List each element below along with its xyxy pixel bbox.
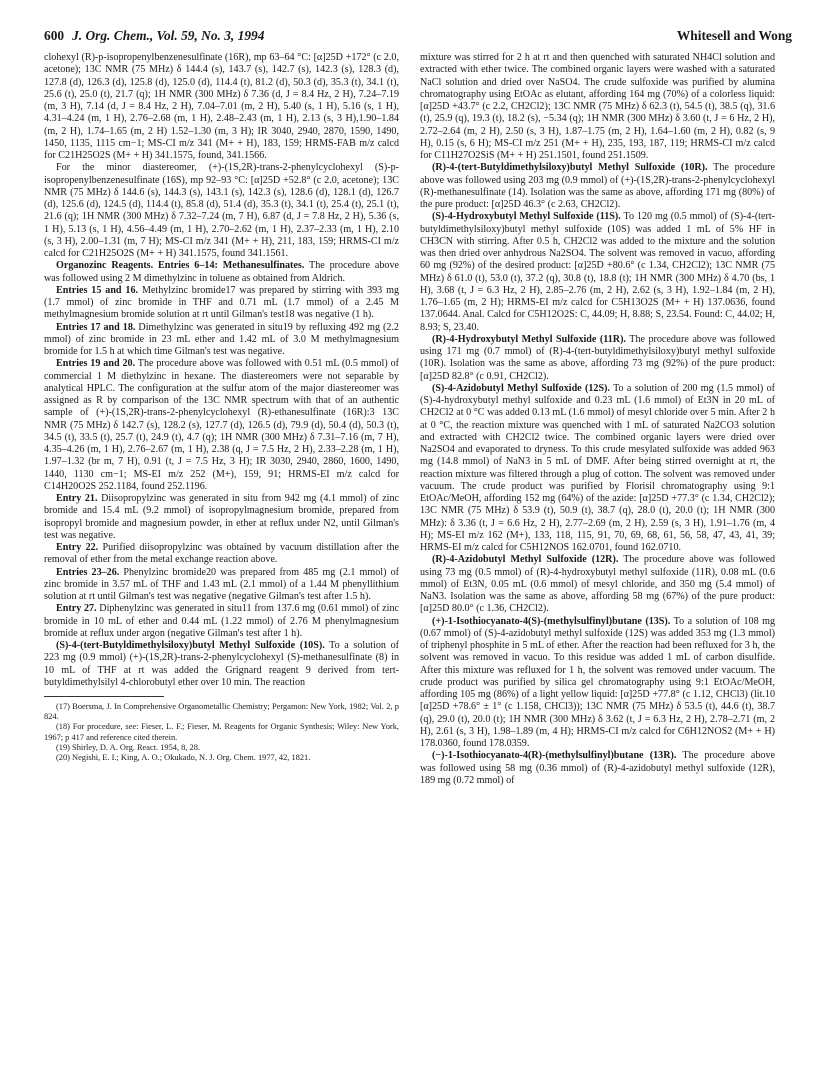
journal-citation: J. Org. Chem., Vol. 59, No. 3, 1994 <box>72 28 265 43</box>
paragraph-heading: (S)-4-Hydroxybutyl Methyl Sulfoxide (11S). <box>432 211 621 223</box>
paragraph <box>44 162 399 260</box>
paragraph <box>420 334 775 383</box>
footnote: (17) Boersma, J. In Comprehensive Organometallic Chemistry; Pergamon: New York, 1982; Vol. 2, p 824. <box>44 702 399 722</box>
paragraph <box>44 567 399 604</box>
paragraph-text: Diisopropylzinc was generated in situ from 942 mg (4.1 mmol) of zinc bromide and 15.4 mL (9.2 mmol) of isopropylmagnesium bromide, prepared from isopropyl bromide and magnesium powder, in ether at reflux under N2, until Gilman's test was negative. <box>44 493 400 541</box>
paragraph <box>44 603 399 640</box>
paragraph-heading: Entries 17 and 18. <box>56 321 136 333</box>
paragraph-text: The procedure above was followed using 2 M dimethylzinc in toluene as obtained from Aldrich. <box>44 260 399 284</box>
footnote: (20) Negishi, E. I.; King, A. O.; Okukado, N. J. Org. Chem. 1977, 42, 1821. <box>56 753 311 763</box>
paragraph-text: The procedure above was followed using 203 mg (0.9 mmol) of (+)-(1S,2R)-trans-2-phenylcyclohexyl (R)-methanesulfinate (14). Isolation was the same as above, affording 171 mg (80%) of the pure product: [α]25D 46.3° (c 2.63, CH2Cl2). <box>420 162 775 210</box>
paragraph-text: The procedure above was followed using 73 mg (0.5 mmol) of (R)-4-hydroxybutyl methyl sulfoxide (11R), 0.08 mL (0.6 mmol) of Et3N, 0.05 mL (0.6 mmol) of mesyl chloride, and 350 mg (5.4 mmol) of NaN3. Isolation was the same as above, affording 58 mg (67%) of the pure product: [α]25D 80.0° (c 1.36, CH2Cl2). <box>420 554 776 615</box>
paragraph-heading: (R)-4-Hydroxybutyl Methyl Sulfoxide (11R). <box>432 333 626 345</box>
left-column <box>44 52 399 763</box>
paragraph <box>44 542 399 567</box>
paragraph-heading: Entry 27. <box>56 603 97 615</box>
paragraph-text: The procedure above was followed with 0.51 mL (0.5 mmol) of commercial 1 M diethylzinc in hexane. The diastereomers were not separable by analytical HPLC. The configuration at the sulfur atom of the major diastereomer was assigned as R by comparison of the 13C NMR spectrum with that of an authentic sample of (+)-(1S,2R)-trans-2-phenylcyclohexyl (R)-ethanesulfinate (16R):3 13C NMR (75 MHz) δ 142.7 (s), 128.2 (s), 127.7 (d), 126.5 (d), 79.9 (d), 50.4 (d), 50.3 (t), 34.5 (t), 33.5 (t), 25.7 (t), 24.9 (t), 4.7 (q); 1H NMR (300 MHz) δ 7.31–7.16 (m, 7 H), 4.35–4.26 (m, 1 H), 2.76–2.67 (m, 1 H), 2.38 (q, J = 7.5 Hz, 2 H), 2.33–2.28 (m, 1 H), 1.97–1.32 (br m, 7 H), 0.91 (t, J = 7.5 Hz, 3 H); IR 3030, 2940, 2860, 1600, 1490, 1440, 1130 cm−1; MS-EI m/z 252 (M+), 159, 91; HRMS-EI m/z calcd for C14H20O2S 252.1184, found 252.1196. <box>44 358 399 492</box>
paragraph-text: To a solution of 223 mg (0.9 mmol) (+)-(1S,2R)-trans-2-phenylcyclohexyl (S)-methanesulfinate (8) in 10 mL of THF at rt was added the Grignard reagent 9 derived from tert-butyldimethylsilyl 4-chlorobutyl ether over 10 min. The reaction <box>44 640 399 688</box>
paragraph-heading: Entries 23–26. <box>56 566 120 578</box>
paragraph-text: For the minor diastereomer, (+)-(1S,2R)-trans-2-phenylcyclohexyl (S)-p-isopropenylbenzenesulfinate (16S), mp 92–93 °C: [α]25D +52.8° (c 2.0, acetone); 13C NMR (75 MHz) δ 144.6 (s), 144.3 (s), 143.1 (s), 142.3 (s), 128.6 (d), 128.1 (d), 126.7 (d), 125.6 (d), 124.5 (d), 114.4 (t), 85.8 (d), 51.4 (d), 35.3 (t), 34.1 (t), 25.4 (t), 25.1 (t), 21.6 (q); 1H NMR (300 MHz) δ 7.32–7.24 (m, 7 H), 6.87 (d, J = 7.8 Hz, 2 H), 5.36 (s, 1 H), 5.13 (s, 1 H), 4.56–4.49 (m, 1 H), 2.70–2.62 (m, 1 H), 2.37–2.33 (m, 1 H), 2.10 (s, 3 H), 2.00–1.31 (m, 7 H); MS-CI m/z 341 (M+ + H), 211, 183, 159; HRMS-CI m/z calcd for C21H25O2S (M+ + H) 341.1575, found 341.1561. <box>44 162 399 259</box>
paragraph <box>420 750 775 787</box>
paragraph <box>420 162 775 211</box>
paragraph-text: Methylzinc bromide17 was prepared by stirring with 393 mg (1.7 mmol) of zinc bromide in THF and 0.71 mL (1.7 mmol) of a 2.45 M methylmagnesium bromide solution at rt until Gilman's test18 was negative (1 h). <box>44 284 399 321</box>
paragraph-text: clohexyl (R)-p-isopropenylbenzenesulfinate (16R), mp 63–64 °C: [α]25D +172° (c 2.0, acetone); 13C NMR (75 MHz) δ 144.4 (s), 143.7 (s), 142.7 (s), 142.3 (s), 128.3 (d), 127.8 (d), 126.3 (d), 125.8 (d), 125.0 (d), 114.4 (t), 81.2 (d), 50.3 (d), 35.3 (t), 34.1 (t), 25.6 (t), 25.0 (t), 21.7 (q); 1H NMR (300 MHz) δ 7.36 (d, J = 8.4 Hz, 2 H), 7.24–7.19 (m, 3 H), 7.14 (d, J = 8.4 Hz, 2 H), 7.04–7.01 (m, 2 H), 5.40 (s, 1 H), 5.16 (s, 1 H), 4.31–4.24 (m, 1 H), 2.76–2.68 (m, 1 H), 2.48–2.43 (m, 1 H), 2.13 (s, 3 H),1.90–1.84 (m, 2 H), 1.74–1.65 (m, 2 H) 1.52–1.30 (m, 3 H); IR 3040, 2940, 2870, 1590, 1490, 1450, 1135, 1115 cm−1; MS-CI m/z 341 (M+ + H), 183, 159; HRMS-FAB m/z calcd for C21H25O2S (M+ + H) 341.1575, found, 341.1566. <box>44 52 399 161</box>
paragraph <box>44 358 399 493</box>
footnote: (19) Shirley, D. A. Org. React. 1954, 8, 28. <box>56 742 200 752</box>
paragraph <box>420 211 775 334</box>
paragraph-text: To 120 mg (0.5 mmol) of (S)-4-(tert-butyldimethylsiloxy)butyl methyl sulfoxide (10S) was added 1 mL of 5% HF in CH3CN with stirring. After 0.5 h, CH2Cl2 was added to the mixture and the solution was then dried over anhydrous Na2SO4. The solvent was removed in vacuo, affording 60 mg (92%) of the desired product: [α]25D +80.6° (c 1.34, CH2Cl2); 13C NMR (75 MHz) δ 61.0 (t), 53.0 (t), 37.2 (q), 30.8 (t), 18.8 (t); 1H NMR (300 MHz) δ 4.70 (bs, 1 H), 3.68 (t, J = 6.3 Hz, 2 H), 2.85–2.76 (m, 2 H), 2.62 (s, 3 H), 1.92–1.84 (m, 2 H), 1.76–1.65 (m, 2 H); HRMS-EI m/z calcd for C5H13O2S (M+ + H) 137.0636, found 137.0644. Anal. Calcd for C5H12O2S: C, 44.09; H, 8.88; S, 23.54. Found: C, 44.02; H, 8.93; S, 23.40. <box>420 211 775 333</box>
paragraph-heading: Entry 21. <box>56 493 98 504</box>
paragraph-text: Phenylzinc bromide20 was prepared from 485 mg (2.1 mmol) of zinc bromide in 3.57 mL of THF and 1.43 mL (2.1 mmol) of a 1.44 M phenyllithium solution at rt until Gilman's test was negative (negative Gilman's test after 1.5 h). <box>44 566 399 602</box>
running-head <box>44 28 792 48</box>
paragraph <box>420 554 775 615</box>
running-head-left <box>44 28 264 44</box>
paragraph <box>44 322 399 359</box>
paragraph-heading: (R)-4-(tert-Butyldimethylsiloxy)butyl Methyl Sulfoxide (10R). <box>432 162 708 174</box>
paragraph-text: To a solution of 200 mg (1.5 mmol) of (S)-4-hydroxybutyl methyl sulfoxide and 0.23 mL (1.6 mmol) of Et3N in 20 mL of CH2Cl2 at 0 °C was added 0.13 mL (1.6 mmol) of mesyl chloride over 5 min. After 2 h at 0 °C, the reaction mixture was quenched with 1 mL of saturated Na2CO3 solution and extracted with CH2Cl2 twice. The combined organic layers were dried over Na2SO4 and evaporated to dryness. To this crude mesylated sulfoxide was added 963 mg (14.8 mmol) of NaN3 in 5 mL of DMF. After being stirred overnight at rt, the reaction mixture was filtered through a plug of cotton. The solvent was removed under vacuum. The crude product was purified by Florisil chromatography using 9:1 EtOAc/MeOH, affording 152 mg (64%) of the azide: [α]25D +77.3° (c 1.34, CH2Cl2); 13C NMR (75 MHz) δ 53.9 (t), 50.9 (t), 38.7 (q), 28.0 (t), 20.0 (t); 1H NMR (300 MHz): δ 3.36 (t, J = 6.6 Hz, 2 H), 2.77–2.69 (m, 2 H), 2.59 (s, 3 H), 1.91–1.76 (m, 4 H); MS-EI m/z 162 (M+), 133, 118, 115, 91, 70, 69, 68, 61, 56, 58, 47, 43, 41, 39; HRMS-EI m/z calcd for C5H12NOS 162.0701, found 162.0710. <box>420 382 776 553</box>
footnotes <box>44 702 399 763</box>
paragraph-heading: (S)-4-Azidobutyl Methyl Sulfoxide (12S). <box>432 382 610 394</box>
paragraph-text: Diphenylzinc was generated in situ11 from 137.6 mg (0.61 mmol) of zinc bromide in 10 mL of ether and 0.44 mL (1.22 mmol) of 2.76 M phenylmagnesium bromide at reflux under argon (negative Gilman's test after 1 h). <box>44 603 399 639</box>
paragraph <box>44 493 399 542</box>
paragraph <box>420 616 775 751</box>
right-column-paragraphs <box>420 52 775 787</box>
paragraph-heading: Entry 22. <box>56 542 99 553</box>
paragraph-heading: Entries 15 and 16. <box>56 284 139 296</box>
paragraph-heading: (+)-1-Isothiocyanato-4(S)-(methylsulfinyl)butane (13S). <box>432 615 671 627</box>
paragraph <box>44 285 399 322</box>
paragraph-text: Dimethylzinc was generated in situ19 by refluxing 492 mg (2.2 mmol) of zinc bromide in 23 mL ether and 1.42 mL of 3.0 M methylmagnesium bromide for 1.5 h at which time Gilman's test was negative. <box>44 321 399 357</box>
paragraph <box>44 52 399 162</box>
paragraph-heading: Organozinc Reagents. Entries 6–14: Methanesulfinates. <box>56 260 305 272</box>
paragraph-text: Purified diisopropylzinc was obtained by vacuum distillation after the removal of ether from the metal exchange reaction above. <box>44 542 399 566</box>
paragraph-text: mixture was stirred for 2 h at rt and then quenched with saturated NH4Cl solution and extracted with ether twice. The combined organic layers were washed with a saturated NaCl solution and dried over NaSO4. The crude sulfoxide was purified by alumina chromatography using EtOAc as elutant, affording 164 mg (70%) of a colorless liquid: [α]25D +43.7° (c 2.2, CH2Cl2); 13C NMR (75 MHz) δ 62.3 (t), 54.5 (t), 38.5 (q), 31.6 (t), 25.9 (q), 19.3 (t), 18.2 (s), −5.34 (q); 1H NMR (300 MHz) δ 3.60 (t, J = 6 Hz, 2 H), 2.72–2.64 (m, 2 H), 2.50 (s, 3 H), 1.87–1.75 (m, 2 H), 1.64–1.60 (m, 2 H), 0.82 (s, 9 H), 0.15 (s, 6 H); MS-CI m/z 251 (M+ + H), 235, 193, 187, 119; HRMS-CI m/z calcd for C11H27O2SiS (M+ + H) 251.1501, found 251.1509. <box>420 52 775 161</box>
paragraph-text: The procedure above was followed using 171 mg (0.7 mmol) of (R)-4-(tert-butyldimethylsiloxy)butyl methyl sulfoxide (10R). Isolation was the same as above, affording 73 mg (92%) of the pure product: [α]25D 82.8° (c 0.91, CH2Cl2). <box>420 333 775 382</box>
right-column <box>420 52 775 787</box>
footnote-rule <box>44 696 164 697</box>
page-number: 600 <box>44 28 65 43</box>
paragraph <box>44 640 399 689</box>
paragraph-heading: (R)-4-Azidobutyl Methyl Sulfoxide (12R). <box>432 554 619 566</box>
left-column-paragraphs <box>44 52 399 689</box>
paragraph-heading: Entries 19 and 20. <box>56 358 136 370</box>
paragraph <box>420 52 775 162</box>
paragraph-text: The procedure above was followed using 58 mg (0.36 mmol) of (R)-4-azidobutyl methyl sulfoxide (12R), 189 mg (0.72 mmol) of <box>420 750 775 786</box>
paragraph <box>44 260 399 285</box>
paragraph <box>420 383 775 555</box>
running-head-authors: Whitesell and Wong <box>676 28 792 43</box>
paragraph-text: To a solution of 108 mg (0.67 mmol) of (S)-4-azidobutyl methyl sulfoxide (12S) was added 353 mg (1.3 mmol) of triphenyl phosphite in 5 mL of ether. After the reaction had been refluxed for 3 h, the solvent was removed in vacuo. To this residue was added 1 mL of carbon disulfide. After this mixture was refluxed for 1 h, the solvent was removed under vacuum. The crude product was purified by silica gel chromatography using 9:1 EtOAc/MeOH, affording 105 mg (86%) of a light yellow liquid: [α]25D +77.8° (c 1.12, CHCl3) (lit.10 [α]25D +78.6° ± 1° (c 1.158, CHCl3)); 13C NMR (75 MHz) δ 53.5 (t), 44.6 (t), 38.7 (q), 29.0 (t), 20.0 (t); 1H NMR (300 MHz) δ 3.62 (t, J = 6.3 Hz, 2 H), 2.78–2.71 (m, 2 H), 2.61 (s, 3 H), 1.98–1.89 (m, 4 H); HRMS-CI m/z calcd for C6H12NOS2 (M+ + H) 178.0360, found 178.0359. <box>420 615 776 749</box>
footnote: (18) For procedure, see: Fieser, L. F.; Fieser, M. Reagents for Organic Synthesis; Wiley: New York, 1967; p 417 and reference cited therein. <box>44 722 399 742</box>
paragraph-heading: (−)-1-Isothiocyanato-4(R)-(methylsulfinyl)butane (13R). <box>432 750 677 762</box>
paragraph-heading: (S)-4-(tert-Butyldimethylsiloxy)butyl Methyl Sulfoxide (10S). <box>56 640 325 651</box>
